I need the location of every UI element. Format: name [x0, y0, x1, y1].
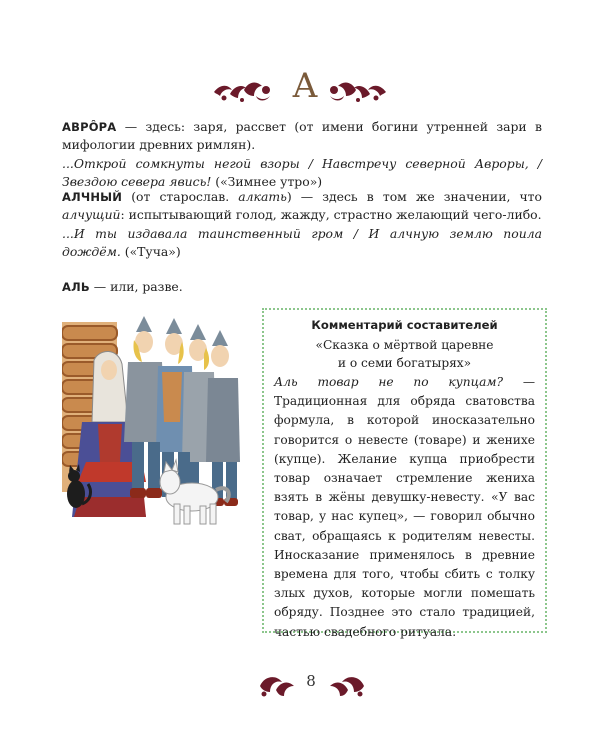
section-header — [0, 66, 600, 114]
entry-definition — [62, 278, 542, 296]
entry-origin-suffix: ) — здесь в том же значении, что — [286, 189, 543, 204]
dictionary-entry — [62, 188, 542, 262]
page-footer — [0, 668, 600, 702]
entry-headword: АВРÔРА — [62, 120, 117, 134]
floral-ornament-icon — [212, 76, 272, 104]
page-number: 8 — [306, 672, 316, 690]
commentary-body — [274, 373, 535, 642]
quote-source: («Туча») — [120, 244, 181, 260]
section-letter: А — [292, 66, 318, 106]
fairytale-illustration — [62, 312, 252, 532]
entry-definition-text: : испытывающий голод, жажду, страстно желающий чего-либо. — [120, 207, 542, 223]
commentary-subtitle-line: и о семи богатырях» — [337, 356, 472, 370]
commentary-subtitle-line: «Сказка о мёртвой царевне — [315, 338, 494, 352]
entry-origin-prefix: (от старослав. — [122, 189, 239, 204]
floral-ornament-icon — [328, 76, 388, 104]
quote-source: («Зимнее утро») — [211, 174, 323, 190]
floral-ornament-icon — [328, 672, 368, 698]
entry-headword: АЛЬ — [62, 280, 90, 294]
warriors-group — [124, 316, 240, 506]
entry-headword: АЛЧНЫЙ — [62, 190, 123, 204]
commentary-lead: Аль товар не по купцам? — [274, 375, 503, 389]
entry-related-word: алчущий — [62, 207, 121, 223]
entry-quote — [62, 225, 542, 262]
entry-definition — [62, 188, 542, 225]
floral-ornament-icon — [256, 672, 296, 698]
commentary-subtitle — [274, 336, 535, 372]
entry-quote — [62, 155, 542, 192]
dictionary-entry — [62, 278, 542, 296]
quote-text: ...Открой сомкнуты негой взоры / Навстречу северной Авроры, / Звездою севера явись! — [62, 155, 542, 190]
entry-definition-text: — здесь: заря, рассвет (от имени богини утренней зари в мифологии древних римлян). — [62, 119, 542, 153]
entry-definition-text: — или, разве. — [89, 279, 183, 294]
commentary-title: Комментарий составителей — [311, 318, 498, 332]
commentary-text: — Традиционная для обряда сватовства формула, в которой иносказательно говорится о невесте (товаре) и женихе (купце). Желание купца приобрести товар означает стремление жениха взять в жёны девушку-невесту. «У вас товар, у нас купец», — говорил обычно сват, обращаясь к родителям невесты. Иносказание применялось в древние времена для того, чтобы сбить с толку злых духов, которые могли помешать обряду. Позднее это стало традицией, частью свадебного ритуала. — [274, 375, 536, 639]
commentary-box — [262, 308, 547, 639]
dictionary-entry — [62, 118, 542, 192]
entry-definition — [62, 118, 542, 155]
entry-origin-word: алкать — [238, 189, 287, 204]
quote-text: ...И ты издавала таинственный гром / И алчную землю поила дождём. — [62, 225, 542, 260]
